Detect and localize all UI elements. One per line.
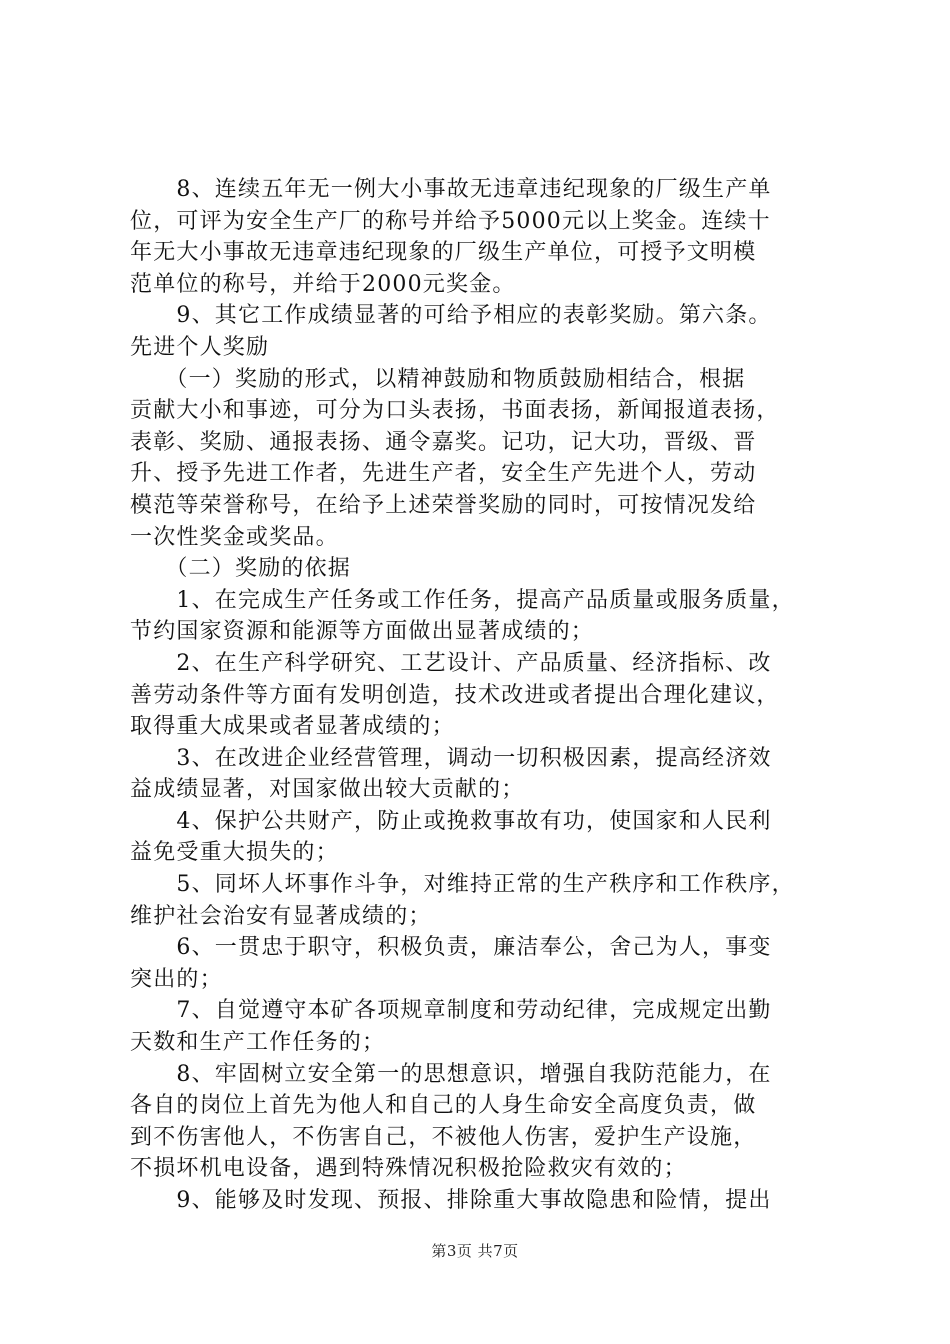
text-line: 6、一贯忠于职守，积极负责，廉洁奉公，舍己为人，事变 <box>130 935 772 961</box>
text-line: 5、同坏人坏事作斗争，对维持正常的生产秩序和工作秩序， <box>130 872 795 898</box>
text-line: （二）奖励的依据 <box>130 556 352 582</box>
text-line: 模范等荣誉称号，在给予上述荣誉奖励的同时，可按情况发给 <box>130 492 757 518</box>
text-line: 8、牢固树立安全第一的思想意识，增强自我防范能力，在 <box>130 1061 772 1087</box>
text-line: 范单位的称号，并给于2000元奖金。 <box>130 271 516 297</box>
text-line: 7、自觉遵守本矿各项规章制度和劳动纪律，完成规定出勤 <box>130 998 772 1024</box>
text-line: 各自的岗位上首先为他人和自己的人身生命安全高度负责，做 <box>130 1093 757 1119</box>
text-line: 突出的； <box>130 966 223 992</box>
text-line: 位，可评为安全生产厂的称号并给予5000元以上奖金。连续十 <box>130 208 771 234</box>
text-line: （一）奖励的形式，以精神鼓励和物质鼓励相结合，根据 <box>130 366 746 392</box>
text-line: 升、授予先进工作者，先进生产者，安全生产先进个人，劳动 <box>130 461 757 487</box>
text-line: 3、在改进企业经营管理，调动一切积极因素，提高经济效 <box>130 745 772 771</box>
text-line: 益成绩显著，对国家做出较大贡献的； <box>130 777 525 803</box>
text-line: 年无大小事故无违章违纪现象的厂级生产单位，可授予文明模 <box>130 240 757 266</box>
text-line: 维护社会治安有显著成绩的； <box>130 903 432 929</box>
text-line: 9、能够及时发现、预报、排除重大事故隐患和险情，提出 <box>130 1188 772 1213</box>
text-line: 不损坏机电设备，遇到特殊情况积极抢险救灾有效的； <box>130 1156 687 1182</box>
page-footer: 第3页 共7页 <box>431 1242 519 1260</box>
text-line: 2、在生产科学研究、工艺设计、产品质量、经济指标、改 <box>130 650 772 676</box>
text-line: 4、保护公共财产，防止或挽救事故有功，使国家和人民利 <box>130 808 772 834</box>
text-line: 到不伤害他人，不伤害自己，不被他人伤害，爱护生产设施， <box>130 1124 757 1150</box>
text-line: 善劳动条件等方面有发明创造，技术改进或者提出合理化建议， <box>130 682 780 708</box>
document-body <box>130 174 830 1217</box>
text-line: 1、在完成生产任务或工作任务，提高产品质量或服务质量， <box>130 587 795 613</box>
text-line: 天数和生产工作任务的； <box>130 1030 386 1056</box>
text-line: 9、其它工作成绩显著的可给予相应的表彰奖励。第六条。 <box>130 303 772 329</box>
text-line: 一次性奖金或奖品。 <box>130 524 339 550</box>
text-line: 取得重大成果或者显著成绩的； <box>130 714 455 740</box>
text-line: 先进个人奖励 <box>130 334 270 360</box>
text-line: 节约国家资源和能源等方面做出显著成绩的； <box>130 619 595 645</box>
text-line: 表彰、奖励、通报表扬、通令嘉奖。记功，记大功，晋级、晋 <box>130 429 757 455</box>
text-line: 贡献大小和事迹，可分为口头表扬，书面表扬，新闻报道表扬， <box>130 398 780 424</box>
text-line: 益免受重大损失的； <box>130 840 339 866</box>
text-line: 8、连续五年无一例大小事故无违章违纪现象的厂级生产单 <box>130 177 772 202</box>
